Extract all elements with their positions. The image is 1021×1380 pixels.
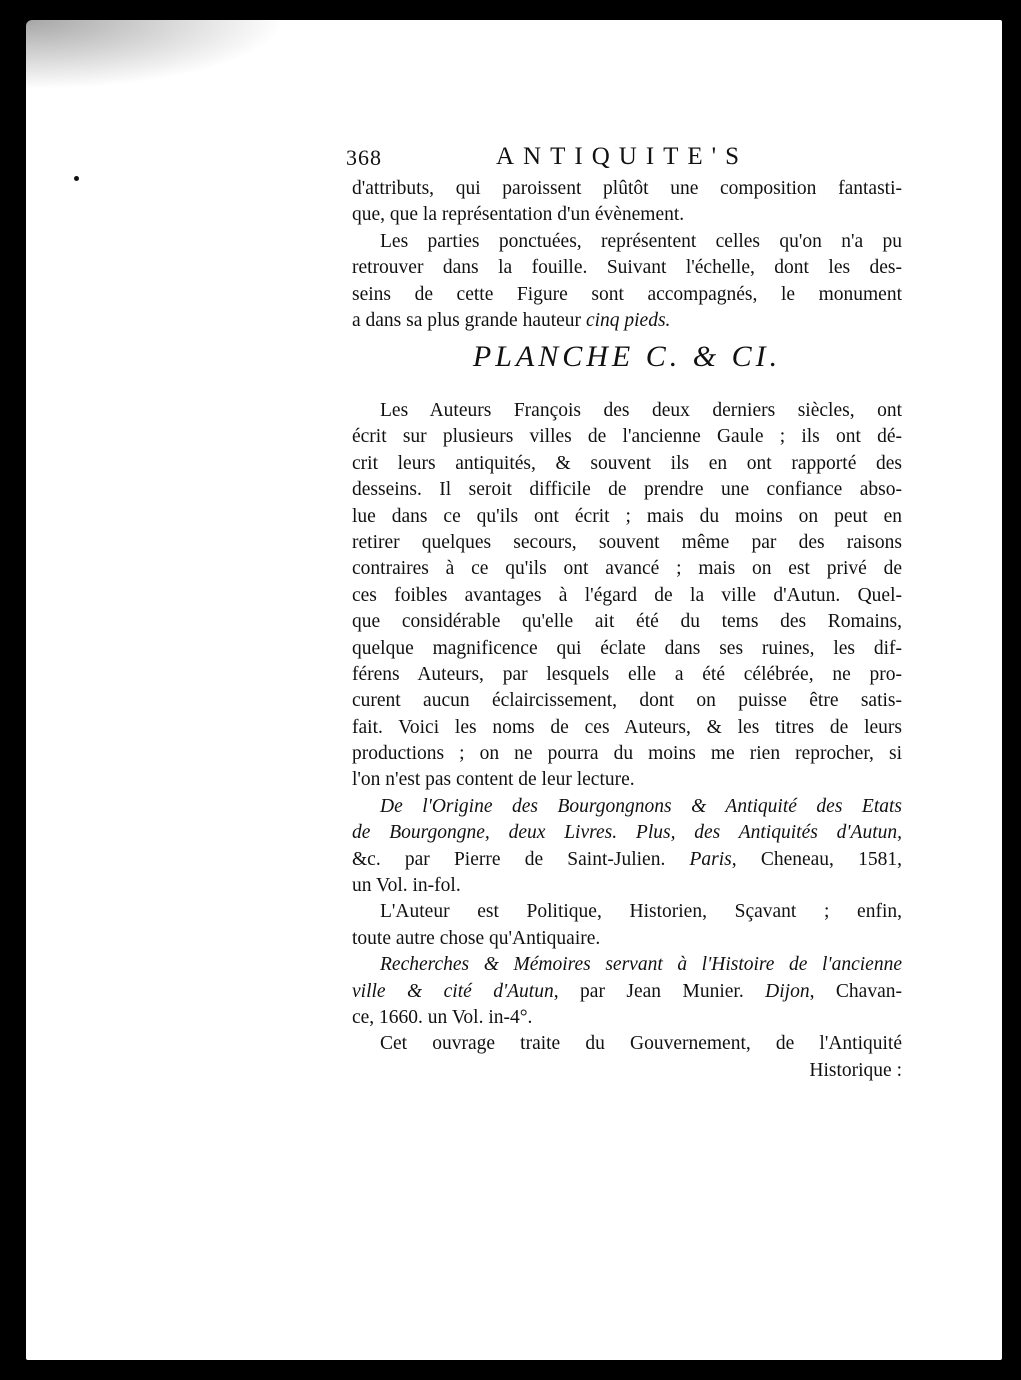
paragraph-line: curent aucun éclaircissement, dont on puisse être satis- [352,690,902,712]
paragraph-line: desseins. Il seroit difficile de prendre une confiance abso- [352,479,902,501]
bib-text: , Chavan- [809,980,902,1002]
paragraph-line: que considérable qu'elle ait été du tems des Romains, [352,611,902,633]
paragraph-line: fait. Voici les noms de ces Auteurs, & les titres de leurs [352,716,902,738]
paragraph-line: seins de cette Figure sont accompagnés, le monument [352,283,902,305]
running-title: ANTIQUITE'S [496,143,749,170]
comment-line: Cet ouvrage traite du Gouvernement, de l'Antiquité [380,1033,902,1055]
text-block-top [352,176,902,334]
bib-title: ville & cité d'Autun [352,980,554,1002]
bib-entry-line: un Vol. in-fol. [352,875,461,897]
paragraph-text: a dans sa plus grande hauteur [352,309,586,331]
page-number: 368 [346,145,382,170]
bib-text: &c. par Pierre de Saint-Julien. [352,848,690,870]
bib-entry-line [352,847,902,873]
bib-entry-line [352,979,902,1005]
paragraph-line: écrit sur plusieurs villes de l'ancienne Gaule ; ils ont dé- [352,426,902,448]
bib-entry-line: De l'Origine des Bourgongnons & Antiquité des Etats [380,795,902,817]
paragraph-line: retirer quelques secours, souvent même par des raisons [352,531,902,553]
paragraph-line: férens Auteurs, par lesquels elle a été célébrée, ne pro- [352,663,902,685]
paragraph-line: Les parties ponctuées, représentent celles qu'on n'a pu [380,230,902,252]
bib-entry-line: ce, 1660. un Vol. in-4°. [352,1006,533,1028]
running-head [340,143,900,175]
paragraph-line: retrouver dans la fouille. Suivant l'échelle, dont les des- [352,257,902,279]
paragraph-line: productions ; on ne pourra du moins me rien reprocher, si [352,743,902,765]
paragraph-italic: cinq pieds. [585,309,671,331]
paragraph-line [352,308,902,334]
paragraph-line: ces foibles avantages à l'égard de la ville d'Autun. Quel- [352,584,902,606]
text-block-main [352,398,902,1084]
bib-place: Dijon [765,980,810,1002]
bib-place: Paris [689,848,732,870]
plate-heading: PLANCHE C. & CI. [472,340,782,373]
bib-entry-line: Recherches & Mémoires servant à l'Histoire de l'ancienne [380,954,902,976]
paragraph-line: quelque magnificence qui éclate dans ses ruines, les dif- [352,637,902,659]
paragraph-line: crit leurs antiquités, & souvent ils en ont rapporté des [352,452,902,474]
bib-text: , par Jean Munier. [553,980,766,1002]
bib-entry-line: de Bourgongne, deux Livres. Plus, des Antiquités d'Autun, [352,822,902,844]
paragraph-line: l'on n'est pas content de leur lecture. [352,769,635,791]
bib-text: , Cheneau, 1581, [731,848,902,870]
margin-ink-dot [74,176,79,181]
paragraph-line: contraires à ce qu'ils ont avancé ; mais on est privé de [352,558,902,580]
paragraph-line: lue dans ce qu'ils ont écrit ; mais du moins on peut en [352,505,902,527]
continuation-line: que, que la représentation d'un évènement. [352,204,685,226]
comment-line: toute autre chose qu'Antiquaire. [352,927,601,949]
catchword: Historique : [809,1059,902,1081]
continuation-line: d'attributs, qui paroissent plûtôt une composition fantasti- [352,178,902,199]
comment-line: L'Auteur est Politique, Historien, Sçavant ; enfin, [380,901,902,923]
paragraph-line: Les Auteurs François des deux derniers siècles, ont [380,400,902,421]
